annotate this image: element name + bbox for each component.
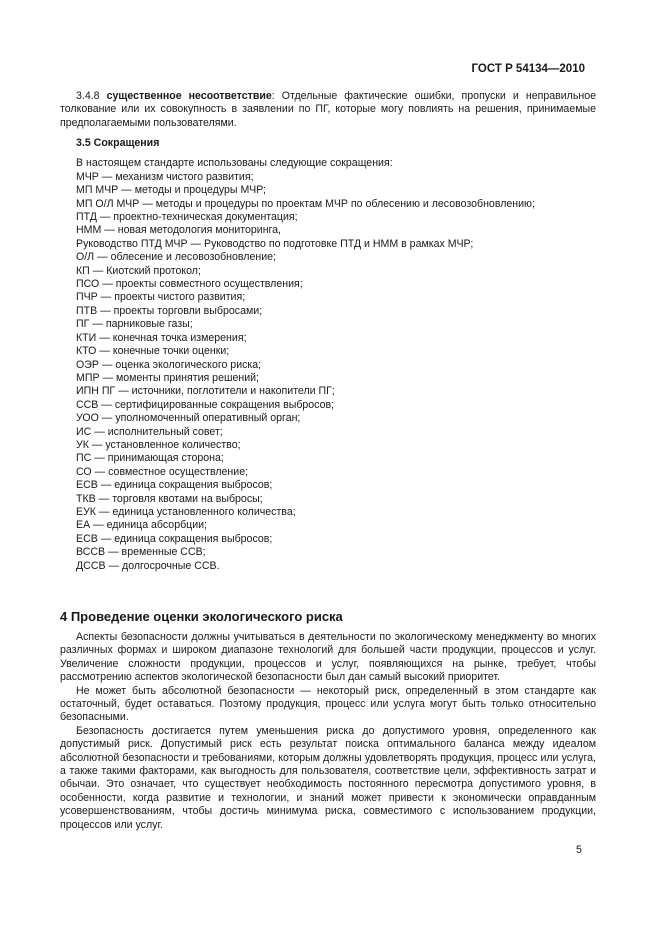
paragraph: Безопасность достигается путем уменьшения риска до допустимого уровня, определенного как допустимый риск. Допустимый риск есть результат поиска оптимального баланса между идеалом абсолютной безопасности и требованиями, которым должны удовлетворять продукция, процесс или услуга, а также такими факторами, как выгодность для пользователя, соответствие цели, эффективность затрат и обычаи. Это означает, что существует необходимость постоянного пересмотра допустимого уровня, в особенности, когда развитие и технологии, и знаний может привести к экономически оправданным усовершенствованиям, чтобы достичь минимума риска, совместимого с использованием продукции, процессов или услуг. — [60, 724, 596, 831]
list-item: ПЧР — проекты чистого развития; — [76, 291, 246, 304]
page-number: 5 — [576, 844, 582, 856]
document-header: ГОСТ Р 54134—2010 — [471, 63, 585, 75]
list-item: УК — установленное количество; — [76, 438, 241, 451]
list-item: ВССВ — временные ССВ; — [76, 546, 206, 559]
list-item: ПС — принимающая сторона; — [76, 452, 224, 465]
list-intro: В настоящем стандарте использованы следующие сокращения: — [76, 157, 393, 170]
list-item: КП — Киотский протокол; — [76, 264, 201, 277]
list-item: ИС — исполнительный совет; — [76, 425, 223, 438]
list-item: МЧР — механизм чистого развития; — [76, 170, 254, 183]
clause-text: : Отдельные фактические ошибки, пропуски и неправильное толкование или их совокупность в заявлении по ПГ, которые могу повлиять на решения, принимаемые предполагаемыми пользователями. — [60, 90, 596, 129]
list-item: ССВ — сертифицированные сокращения выбросов; — [76, 398, 335, 411]
list-item: МПР — моменты принятия решений; — [76, 371, 259, 384]
list-item: МП МЧР — методы и процедуры МЧР; — [76, 184, 266, 197]
list-item: НММ — новая методология мониторинга, — [76, 224, 282, 237]
list-item: Руководство ПТД МЧР — Руководство по подготовке ПТД и НММ в рамках МЧР; — [76, 237, 474, 250]
list-item: О/Л — облесение и лесовозобновление; — [76, 251, 276, 264]
abbreviation-list — [60, 157, 596, 573]
paragraph: Аспекты безопасности должны учитываться в деятельности по экологическому менеджменту во многих различных формах и широком диапазоне технологий для большей части продукции, процессов и услуг. Увеличение сложности продукции, процессов и услуг, появляющихся на рынке, требует, чтобы рассмотрению аспектов экологической безопасности был дан самый высокий приоритет. — [60, 631, 596, 684]
list-item: ПТД — проектно-техническая документация; — [76, 211, 298, 224]
clause-3-4-8 — [60, 90, 596, 130]
list-item: КТО — конечные точки оценки; — [76, 345, 230, 358]
list-item: ПГ — парниковые газы; — [76, 318, 193, 331]
paragraph: Не может быть абсолютной безопасности — некоторый риск, определенный в этом стандарте как остаточный, будет оставаться. Поэтому продукция, процесс или услуга могут быть только относительно безопасными. — [60, 684, 596, 724]
list-item: МП О/Л МЧР — методы и процедуры по проектам МЧР по облесению и лесовозобновлению; — [76, 197, 535, 210]
list-item: ДССВ — долгосрочные ССВ. — [76, 559, 220, 572]
section-heading: 3.5 Сокращения — [76, 137, 160, 149]
list-item: КТИ — конечная точка измерения; — [76, 331, 247, 344]
list-item: ЕА — единица абсорбции; — [76, 519, 207, 532]
clause-number: 3.4.8 — [76, 90, 100, 102]
section-heading: 4 Проведение оценки экологического риска — [60, 609, 343, 624]
section-4 — [60, 609, 596, 832]
list-item: ЕУК — единица установленного количества; — [76, 505, 296, 518]
list-item: СО — совместное осуществление; — [76, 465, 249, 478]
list-item: УОО — уполномоченный оперативный орган; — [76, 412, 301, 425]
section-3-5 — [60, 137, 596, 573]
list-item: ПТВ — проекты торговли выбросами; — [76, 304, 263, 317]
list-item: ЕСВ — единица сокращения выбросов; — [76, 479, 273, 492]
list-item: ИПН ПГ — источники, поглотители и накопители ПГ; — [76, 385, 335, 398]
list-item: ПСО — проекты совместного осуществления; — [76, 278, 303, 291]
list-item: ЕСВ — единица сокращения выбросов; — [76, 532, 273, 545]
list-item: ОЭР — оценка экологического риска; — [76, 358, 262, 371]
clause-term: существенное несоответствие — [106, 90, 272, 102]
list-item: ТКВ — торговля квотами на выбросы; — [76, 492, 263, 505]
